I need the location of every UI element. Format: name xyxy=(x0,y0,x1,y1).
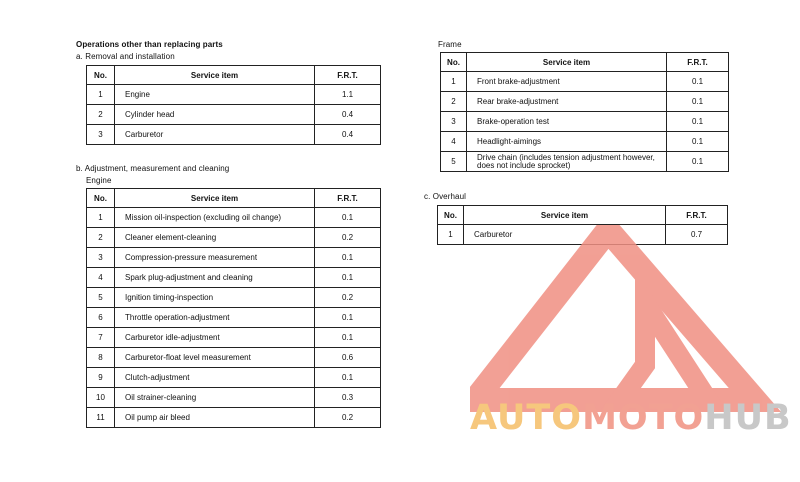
row-number: 6 xyxy=(87,308,115,328)
service-item-cell: Oil pump air bleed xyxy=(115,408,315,428)
frt-cell: 0.2 xyxy=(315,288,381,308)
row-number: 1 xyxy=(87,208,115,228)
table-row xyxy=(441,152,729,172)
table-row xyxy=(87,328,381,348)
table-body xyxy=(87,85,381,145)
table-row xyxy=(87,125,381,145)
service-item-cell: Cleaner element-cleaning xyxy=(115,228,315,248)
watermark-moto: MOTO xyxy=(582,398,705,438)
frt-cell: 0.1 xyxy=(667,92,729,112)
service-item-cell: Carburetor xyxy=(464,225,666,245)
frt-cell: 0.4 xyxy=(315,105,381,125)
frt-cell: 0.6 xyxy=(315,348,381,368)
service-item-cell: Spark plug-adjustment and cleaning xyxy=(115,268,315,288)
row-number: 3 xyxy=(87,248,115,268)
row-number: 8 xyxy=(87,348,115,368)
frt-cell: 0.7 xyxy=(666,225,728,245)
frt-cell: 0.1 xyxy=(667,152,729,172)
col-header-frt: F.R.T. xyxy=(666,206,728,225)
row-number: 2 xyxy=(441,92,467,112)
row-number: 3 xyxy=(87,125,115,145)
frt-cell: 0.2 xyxy=(315,408,381,428)
row-number: 9 xyxy=(87,368,115,388)
service-item-cell: Carburetor-float level measurement xyxy=(115,348,315,368)
frame-adjustment-table xyxy=(440,52,729,172)
row-number: 5 xyxy=(441,152,467,172)
table-row xyxy=(87,308,381,328)
row-number: 7 xyxy=(87,328,115,348)
row-number: 1 xyxy=(438,225,464,245)
table-row xyxy=(87,348,381,368)
frt-cell: 0.1 xyxy=(315,208,381,228)
service-item-cell: Headlight-aimings xyxy=(467,132,667,152)
table-row xyxy=(87,105,381,125)
service-item-cell: Engine xyxy=(115,85,315,105)
section-title: Operations other than replacing parts xyxy=(76,40,223,49)
section-c-title: c. Overhaul xyxy=(424,192,467,201)
engine-subtitle: Engine xyxy=(86,176,112,185)
frame-subtitle: Frame xyxy=(438,40,462,49)
automotohub-watermark xyxy=(470,398,792,438)
table-row xyxy=(87,228,381,248)
frt-cell: 0.1 xyxy=(667,72,729,92)
col-header-no: No. xyxy=(87,189,115,208)
col-header-frt: F.R.T. xyxy=(315,66,381,85)
table-body xyxy=(441,72,729,172)
frt-cell: 1.1 xyxy=(315,85,381,105)
frt-cell: 0.1 xyxy=(667,132,729,152)
table-row xyxy=(87,388,381,408)
table-body xyxy=(87,208,381,428)
col-header-service-item: Service item xyxy=(115,189,315,208)
table-row xyxy=(441,132,729,152)
service-item-cell: Clutch-adjustment xyxy=(115,368,315,388)
table-row xyxy=(441,92,729,112)
removal-installation-table xyxy=(86,65,381,145)
service-item-cell: Compression-pressure measurement xyxy=(115,248,315,268)
table-row xyxy=(87,268,381,288)
col-header-frt: F.R.T. xyxy=(667,53,729,72)
row-number: 1 xyxy=(441,72,467,92)
row-number: 11 xyxy=(87,408,115,428)
table-row xyxy=(87,288,381,308)
logo-outer-triangle xyxy=(475,230,755,400)
row-number: 10 xyxy=(87,388,115,408)
table-row xyxy=(87,208,381,228)
row-number: 2 xyxy=(87,105,115,125)
service-item-cell: Carburetor idle-adjustment xyxy=(115,328,315,348)
row-number: 5 xyxy=(87,288,115,308)
watermark-auto: AUTO xyxy=(470,398,583,438)
service-item-cell: Throttle operation-adjustment xyxy=(115,308,315,328)
col-header-no: No. xyxy=(87,66,115,85)
service-item-cell: Mission oil-inspection (excluding oil change) xyxy=(115,208,315,228)
table-row xyxy=(87,85,381,105)
frt-cell: 0.1 xyxy=(315,248,381,268)
service-item-cell: Cylinder head xyxy=(115,105,315,125)
service-item-cell: Carburetor xyxy=(115,125,315,145)
col-header-service-item: Service item xyxy=(467,53,667,72)
section-a-title: a. Removal and installation xyxy=(76,52,175,61)
watermark-hub: HUB xyxy=(704,398,792,438)
col-header-no: No. xyxy=(441,53,467,72)
table-row xyxy=(441,72,729,92)
frt-cell: 0.1 xyxy=(315,308,381,328)
row-number: 2 xyxy=(87,228,115,248)
table-row xyxy=(87,368,381,388)
table-row xyxy=(87,408,381,428)
section-b-title: b. Adjustment, measurement and cleaning xyxy=(76,164,230,173)
col-header-no: No. xyxy=(438,206,464,225)
frt-cell: 0.1 xyxy=(315,328,381,348)
row-number: 3 xyxy=(441,112,467,132)
frt-cell: 0.1 xyxy=(315,268,381,288)
frt-cell: 0.1 xyxy=(667,112,729,132)
service-item-cell: Brake-operation test xyxy=(467,112,667,132)
col-header-frt: F.R.T. xyxy=(315,189,381,208)
col-header-service-item: Service item xyxy=(115,66,315,85)
frt-cell: 0.3 xyxy=(315,388,381,408)
table-row xyxy=(87,248,381,268)
service-item-cell: Drive chain (includes tension adjustment however, does not include sprocket) xyxy=(467,152,667,172)
col-header-service-item: Service item xyxy=(464,206,666,225)
frt-cell: 0.1 xyxy=(315,368,381,388)
service-item-cell: Ignition timing-inspection xyxy=(115,288,315,308)
frt-cell: 0.2 xyxy=(315,228,381,248)
row-number: 4 xyxy=(441,132,467,152)
engine-adjustment-table xyxy=(86,188,381,428)
table-row xyxy=(441,112,729,132)
service-item-cell: Rear brake-adjustment xyxy=(467,92,667,112)
service-item-cell: Oil strainer-cleaning xyxy=(115,388,315,408)
frt-cell: 0.4 xyxy=(315,125,381,145)
row-number: 1 xyxy=(87,85,115,105)
service-item-cell: Front brake-adjustment xyxy=(467,72,667,92)
row-number: 4 xyxy=(87,268,115,288)
